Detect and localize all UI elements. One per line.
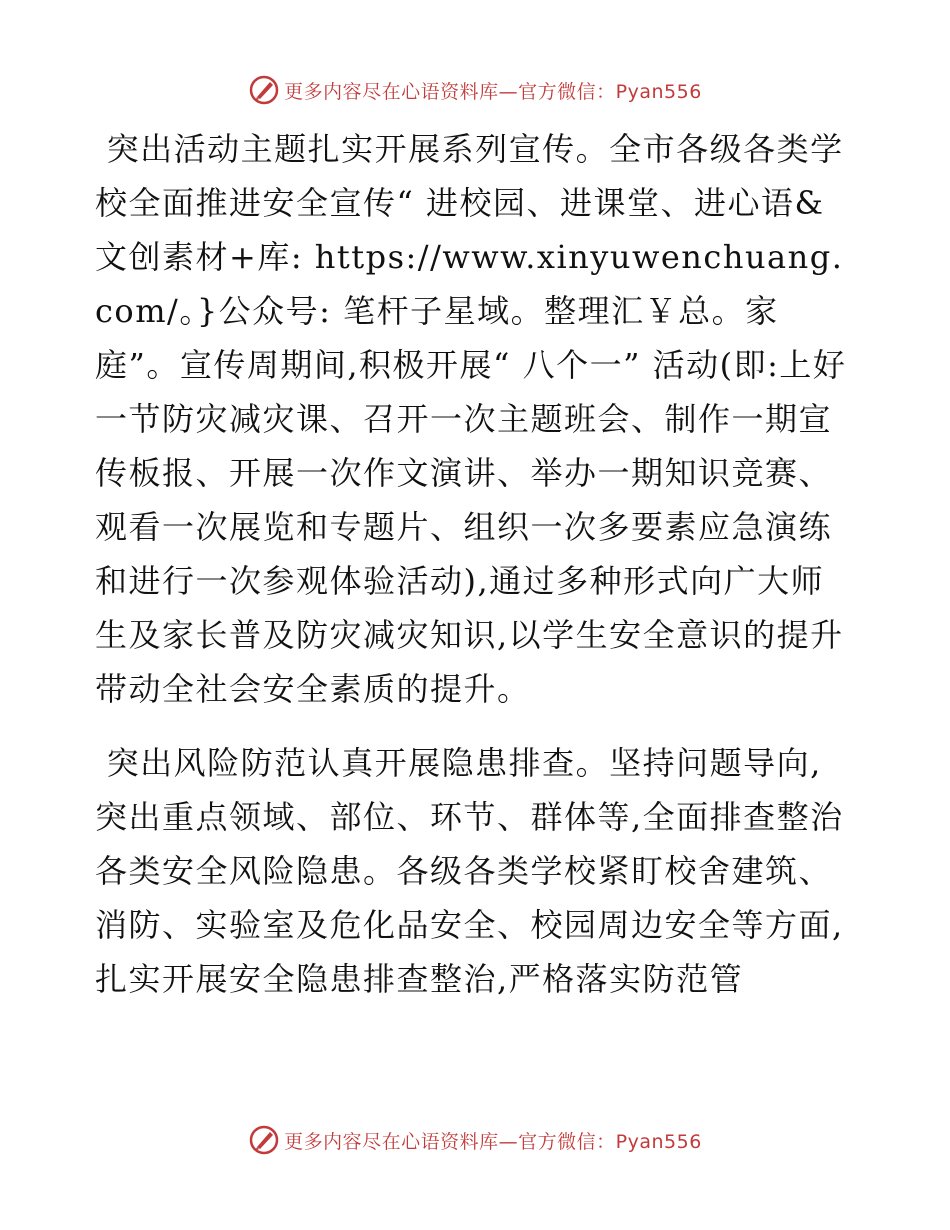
document-body	[95, 122, 855, 1006]
footer-watermark-banner	[0, 1120, 950, 1160]
header-banner-text: 更多内容尽在心语资料库—官方微信：Pyan556	[284, 80, 702, 103]
footer-banner-text: 更多内容尽在心语资料库—官方微信：Pyan556	[284, 1130, 702, 1153]
paragraph-2: 突出风险防范认真开展隐患排查。坚持问题导向,突出重点领域、部位、环节、群体等,全面排查整治各类安全风险隐患。各级各类学校紧盯校舍建筑、消防、实验室及危化品安全、校园周边安全等方面,扎实开展安全隐患排查整治,严格落实防范管	[95, 744, 844, 998]
header-watermark-banner	[0, 70, 950, 110]
quill-pen-icon	[248, 74, 280, 106]
quill-pen-icon	[248, 1124, 280, 1156]
paragraph-1: 突出活动主题扎实开展系列宣传。全市各级各类学校全面推进安全宣传“ 进校园、进课堂、进心语&文创素材+库: https://www.xinyuwenchuang.com/。}公众号: 笔杆子星域。整理汇￥总。家庭”。宣传周期间,积极开展“ 八个一” 活动(即:上好一节防灾减灾课、召开一次主题班会、制作一期宣传板报、开展一次作文演讲、举办一期知识竞赛、观看一次展览和专题片、组织一次多要素应急演练和进行一次参观体验活动),通过多种形式向广大师生及家长普及防灾减灾知识,以学生安全意识的提升带动全社会安全素质的提升。	[95, 130, 847, 708]
